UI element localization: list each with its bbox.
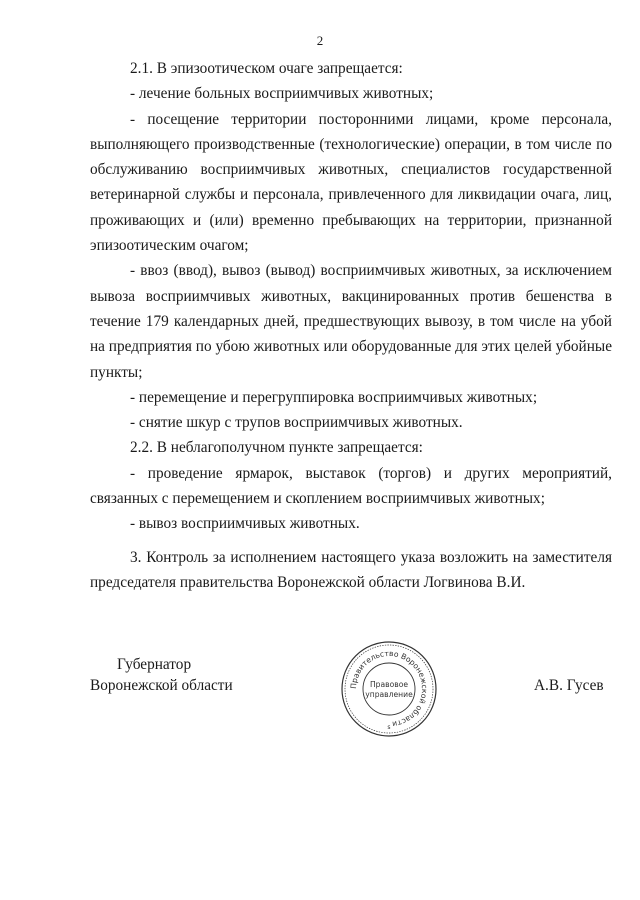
- seal-bottom-mark: s: [387, 724, 391, 731]
- signatory-name: А.В. Гусев: [534, 677, 604, 694]
- seal-center-line1: Правовое: [369, 680, 409, 689]
- signatory-title: [90, 654, 233, 696]
- signatory-title-line2: Воронежской области: [90, 677, 233, 694]
- list-item-treatment: - лечение больных восприимчивых животных;: [130, 85, 434, 103]
- list-item-fairs: - проведение ярмарок, выставок (торгов) и других мероприятий, связанных с перемещением и скоплением восприимчивых животных;: [90, 464, 612, 508]
- list-item-relocation: - перемещение и перегруппировка восприимчивых животных;: [130, 388, 538, 406]
- list-item-import-export: - ввоз (ввод), вывоз (вывод) восприимчивых животных, за исключением вывоза восприимчивых животных, вакцинированных против бешенства в течение 179 календарных дней, предшествующих вывозу, в том числе на убой на предприятия по убою животных или оборудованные для этих целей убойные пункты;: [90, 262, 612, 381]
- signatory-title-line1: Губернатор: [117, 656, 192, 673]
- document-body: [90, 56, 612, 595]
- official-seal: [336, 636, 442, 742]
- seal-center-line2: управление: [365, 690, 413, 699]
- list-item-export: - вывоз восприимчивых животных.: [130, 515, 360, 533]
- clause-2-1-heading: 2.1. В эпизоотическом очаге запрещается:: [130, 60, 403, 77]
- clause-2-2-heading: 2.2. В неблагополучном пункте запрещается:: [130, 439, 423, 457]
- seal-ring-text: Правительство Воронежской области: [348, 648, 430, 729]
- list-item-skinning: - снятие шкур с трупов восприимчивых животных.: [130, 414, 463, 432]
- page-number: 2: [316, 33, 324, 48]
- list-item-visiting: - посещение территории посторонними лицами, кроме персонала, выполняющего производственные (технологические) операции, в том числе по обслуживанию восприимчивых животных, специалистов государственной ветеринарной службы и персонала, привлеченного для ликвидации очага, лиц, проживающих и (или) временно пребывающих на территории, признанной эпизоотическим очагом;: [90, 110, 612, 255]
- clause-3: 3. Контроль за исполнением настоящего указа возложить на заместителя председателя правительства Воронежской области Логвинова В.И.: [90, 548, 612, 591]
